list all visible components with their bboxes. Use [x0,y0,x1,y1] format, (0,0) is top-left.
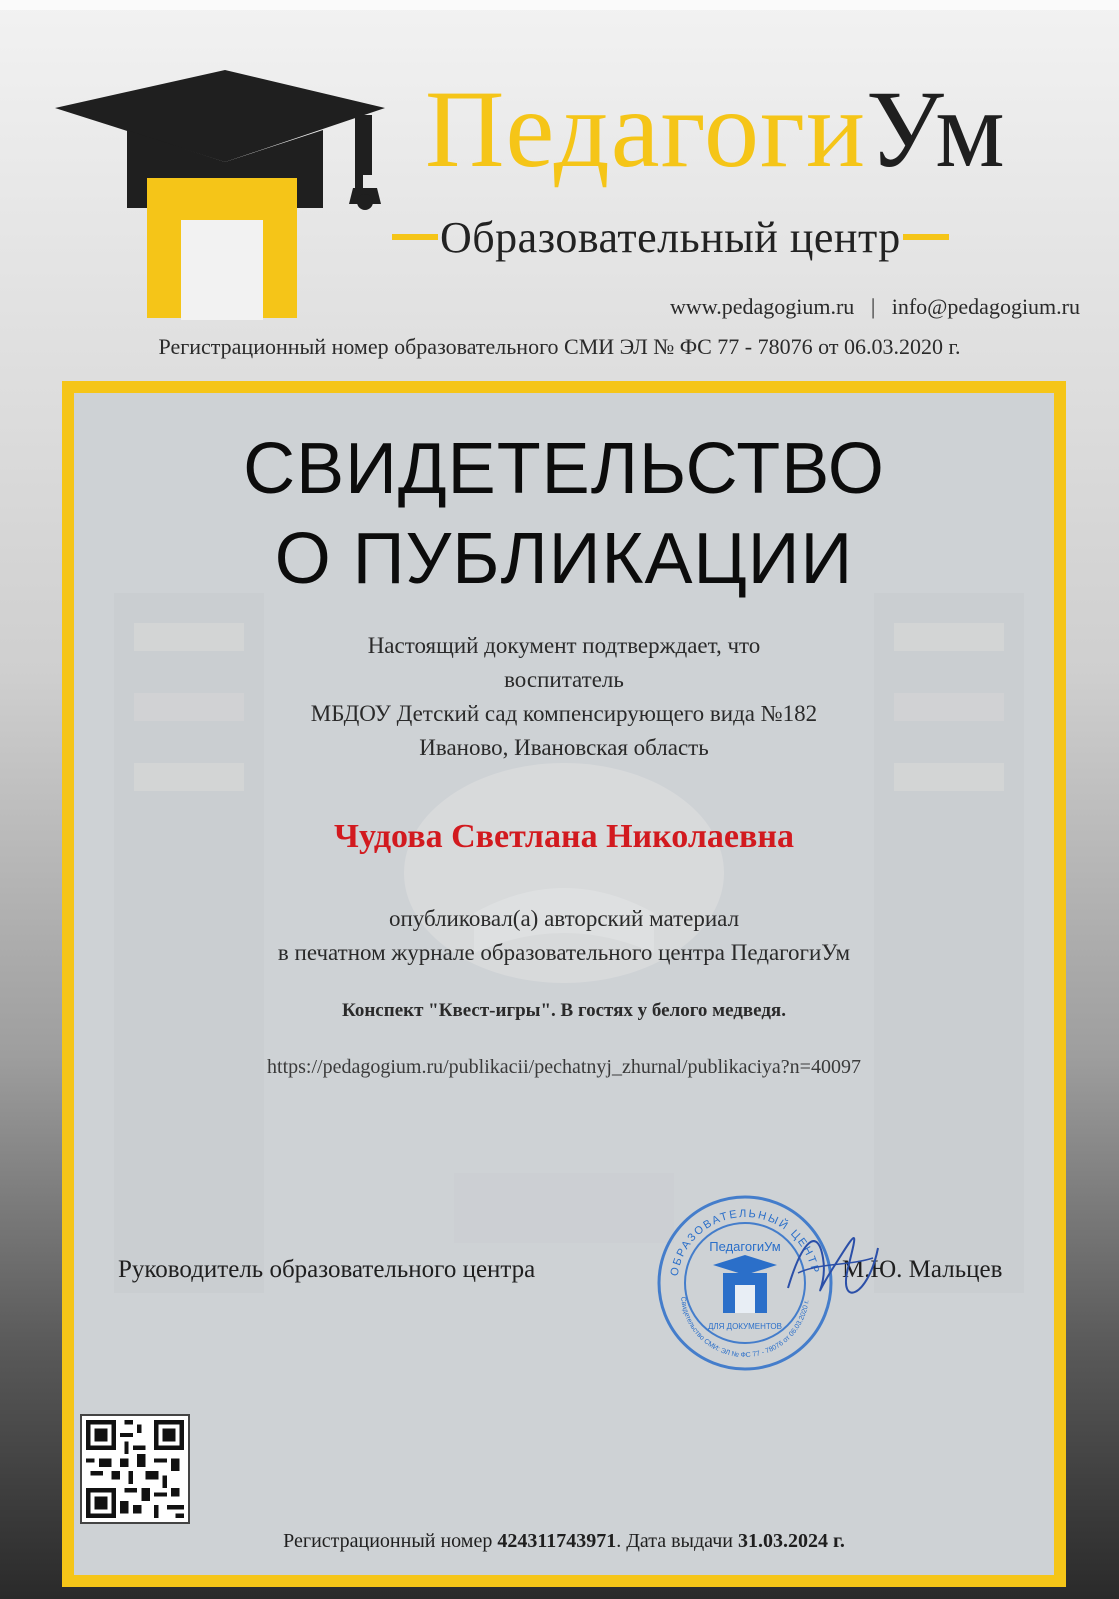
subtitle-dash-left [392,234,438,240]
contacts-line [560,294,1080,320]
brand-part-yellow: Педагоги [425,68,866,190]
published-text: опубликовал(а) авторский материал [388,906,740,931]
material-title: Конспект "Квест-игры". В гостях у белого медведя. [342,1000,786,1021]
registration-footer [62,1530,1066,1553]
handwritten-signature [778,1218,888,1318]
confirm-text: Настоящий документ подтверждает, что [367,633,761,658]
publication-url[interactable]: https://pedagogium.ru/publikacii/pechatnyj_zhurnal/publikaciya?n=40097 [267,1056,861,1078]
certificate-title-line1: СВИДЕТЕЛЬСТВО [243,429,885,509]
stamp-brand: ПедагогиУм [709,1239,781,1254]
organization-text: МБДОУ Детский сад компенсирующего вида №182 [310,701,818,726]
issue-date: 31.03.2024 г. [738,1530,845,1552]
email-link[interactable]: info@pedagogium.ru [891,294,1080,319]
signer-name: М.Ю. Мальцев [842,1256,1003,1283]
person-name: Чудова Светлана Николаевна [334,818,794,855]
subtitle-dash-right [903,234,949,240]
head-label: Руководитель образовательного центра [118,1256,536,1283]
stamp-ring-text: ОБРАЗОВАТЕЛЬНЫЙ ЦЕНТР [668,1207,822,1278]
date-label: . Дата выдачи [616,1530,734,1552]
top-strip [0,0,1119,10]
website-link[interactable]: www.pedagogium.ru [669,294,855,319]
subtitle-text: Образовательный центр [440,212,901,262]
contacts-separator: | [870,294,876,319]
certificate-title-line2: О ПУБЛИКАЦИИ [274,519,854,599]
reg-label: Регистрационный номер [283,1530,493,1552]
graduation-cap-logo-icon [55,70,400,330]
position-text: воспитатель [504,667,624,692]
reg-number: 424311743971 [497,1530,617,1552]
stamp-bottom-text: Свидетельство СМИ: ЭЛ № ФС 77 - 78076 от 06.03.2020 г. [679,1296,811,1360]
journal-text: в печатном журнале образовательного центра ПедагогиУм [277,940,851,965]
media-registration-line: Регистрационный номер образовательного СМИ ЭЛ № ФС 77 - 78076 от 06.03.2020 г. [158,334,961,359]
stamp-caption: ДЛЯ ДОКУМЕНТОВ [707,1322,783,1331]
location-text: Иваново, Ивановская область [419,735,709,760]
brand-name [425,68,1065,190]
qr-code-icon[interactable] [80,1414,190,1524]
brand-subtitle [392,210,1082,264]
brand-part-dark: Ум [865,68,1006,190]
